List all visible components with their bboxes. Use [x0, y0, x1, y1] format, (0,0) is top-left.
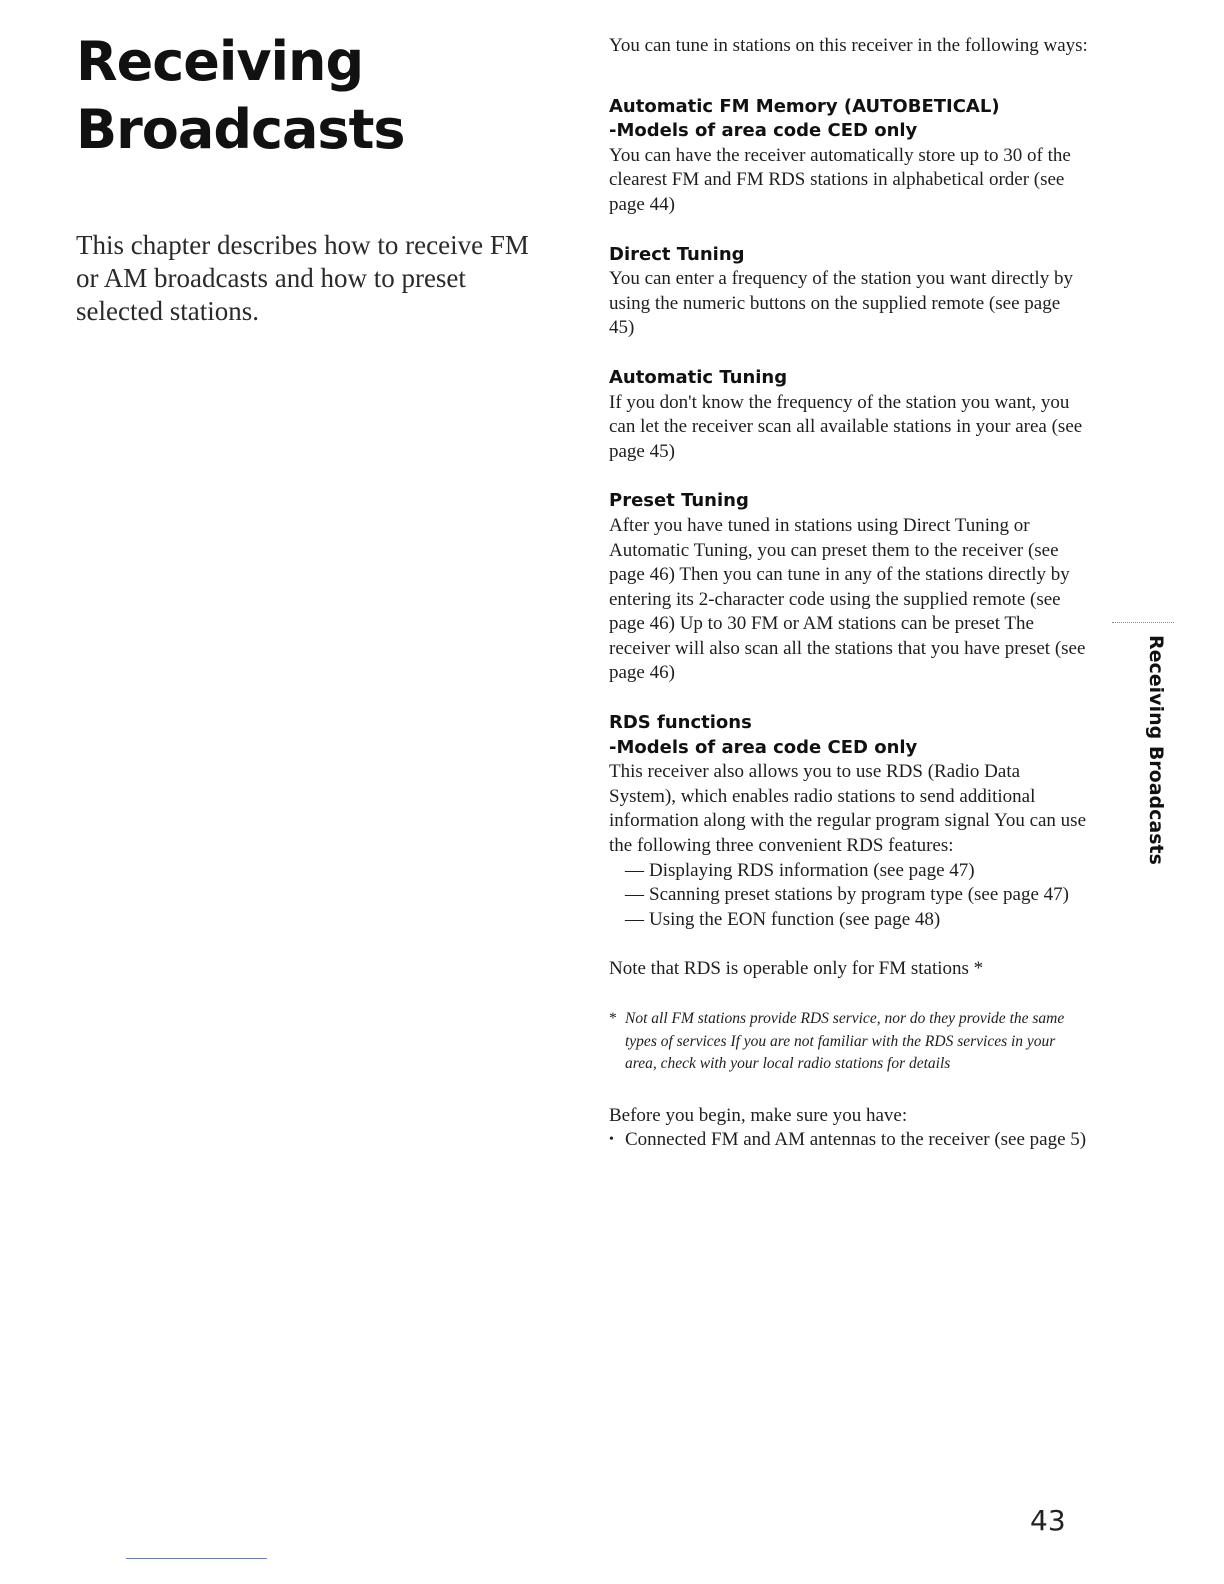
list-item [625, 883, 1089, 908]
section-body: This receiver also allows you to use RDS (Radio Data System), which enables radio stations to send additional information along with the regular program signal You can use the following three convenient RDS features: [609, 761, 1087, 857]
section-body: If you don't know the frequency of the station you want, you can let the receiver scan all available stations in your area (see page 45) [609, 391, 1083, 462]
list-item [609, 1128, 1089, 1153]
section-heading: Preset Tuning [609, 490, 749, 512]
section-automatic-tuning [609, 366, 1089, 464]
list-item [625, 859, 1089, 884]
dash-glyph: — [625, 859, 644, 881]
chapter-title-line-2: Broadcasts [76, 98, 405, 161]
checklist [609, 1128, 1089, 1153]
section-subheading: -Models of area code CED only [609, 120, 918, 142]
section-direct-tuning [609, 243, 1089, 341]
section-body: After you have tuned in stations using Direct Tuning or Automatic Tuning, you can preset them to the receiver (see page 46) Then you can tune in any of the stations directly by entering its 2-character code using the supplied remote (see page 46) Up to 30 FM or AM stations can be preset The receiver will also scan all the stations that you have preset (see page 46) [609, 514, 1086, 684]
section-heading: Automatic Tuning [609, 366, 788, 388]
section-preset-tuning [609, 489, 1089, 686]
section-body: You can enter a frequency of the station you want directly by using the numeric buttons on the supplied remote (see page 45) [609, 268, 1073, 339]
chapter-title-line-1: Receiving [76, 30, 364, 93]
chapter-intro: This chapter describes how to receive FM or AM broadcasts and how to preset selected stations. [76, 230, 529, 326]
rds-feature-list [609, 859, 1089, 933]
page-number: 43 [1030, 1504, 1066, 1537]
section-body: You can have the receiver automatically store up to 30 of the clearest FM and FM RDS stations in alphabetical order (see page 44) [609, 144, 1071, 215]
section-subheading: -Models of area code CED only [609, 736, 918, 758]
section-heading: Automatic FM Memory (AUTOBETICAL) [609, 95, 1000, 117]
rds-note: Note that RDS is operable only for FM stations * [609, 958, 984, 980]
tuning-intro: You can tune in stations on this receiver in the following ways: [609, 35, 1088, 56]
chapter-title [76, 28, 405, 164]
section-rds-functions [609, 711, 1089, 932]
dash-glyph: — [625, 884, 644, 906]
list-item [625, 908, 1089, 933]
side-tab [1138, 635, 1168, 865]
content-column [609, 34, 1089, 1153]
side-tab-label: Receiving Broadcasts [1145, 635, 1167, 865]
list-item-text: Displaying RDS information (see page 47) [649, 859, 975, 881]
list-item-text: Scanning preset stations by program type (see page 47) [649, 884, 1069, 906]
section-heading: Direct Tuning [609, 243, 745, 265]
section-heading: RDS functions [609, 712, 752, 734]
dash-glyph: — [625, 908, 644, 930]
footnote-text: Not all FM stations provide RDS service, nor do they provide the same types of services If you are not familiar with the RDS services in your area, check with your local radio stations for details [625, 1010, 1065, 1072]
list-item-text: Connected FM and AM antennas to the receiver (see page 5) [625, 1129, 1087, 1151]
before-you-begin: Before you begin, make sure you have: [609, 1104, 908, 1126]
bullet-icon: • [609, 1132, 614, 1148]
footnote [609, 1008, 1089, 1076]
list-item-text: Using the EON function (see page 48) [649, 908, 941, 930]
section-autobetical [609, 95, 1089, 218]
footnote-mark: * [609, 1010, 617, 1027]
side-tab-divider [1112, 622, 1174, 623]
bottom-divider [126, 1558, 267, 1559]
